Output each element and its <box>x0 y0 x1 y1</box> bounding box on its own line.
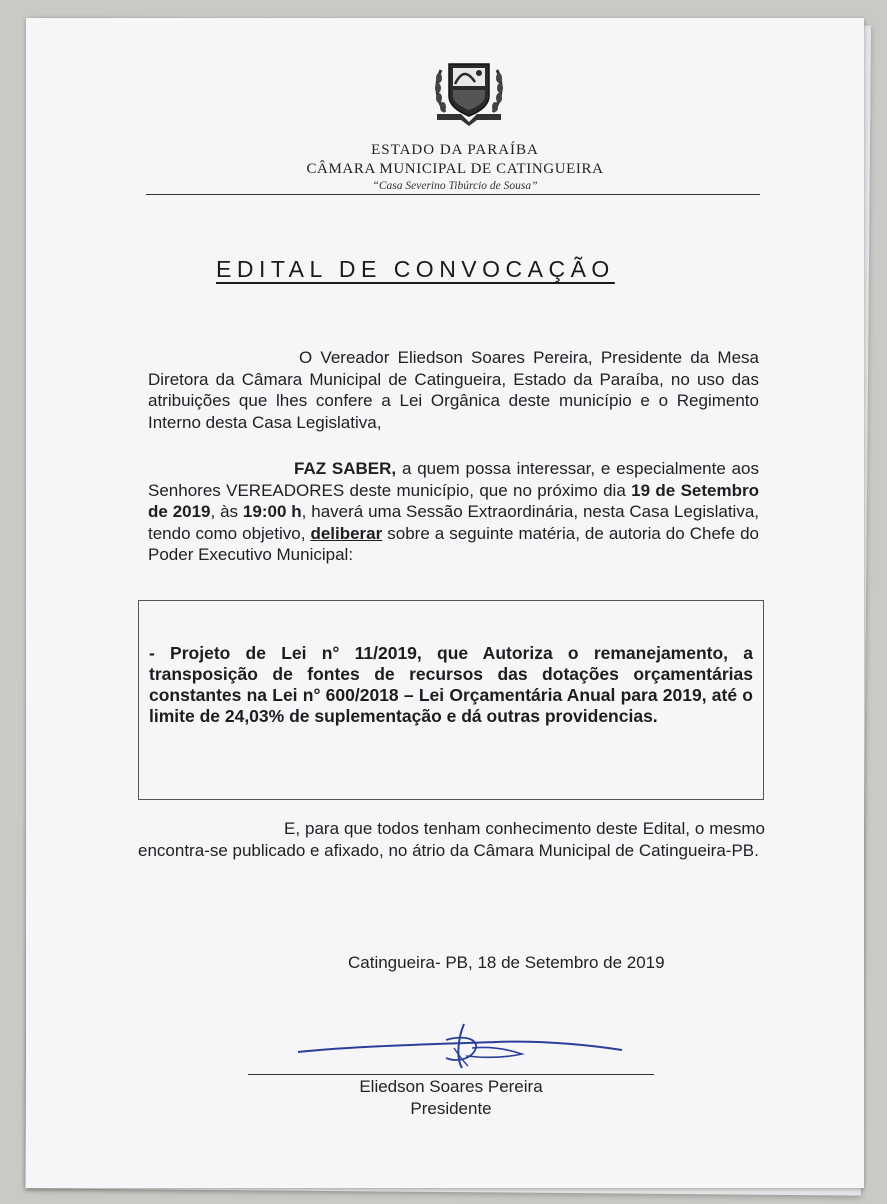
institution-header <box>26 142 884 192</box>
house-name: “Casa Severino Tibúrcio de Sousa” <box>372 180 538 192</box>
opening-paragraph: O Vereador Eliedson Soares Pereira, Presidente da Mesa Diretora da Câmara Municipal de Catingueira, Estado da Paraíba, no uso das atribuições que lhes confere a Lei Orgânica deste município e o Regimento Interno desta Casa Legislativa, <box>148 348 759 432</box>
announcement-text-1: a quem possa interessar, e especialmente aos Senhores VEREADORES deste município, que no próximo dia <box>148 459 759 500</box>
session-date: 19 de Setembro de 2019 <box>148 480 759 521</box>
closing-paragraph: E, para que todos tenham conhecimento deste Edital, o mesmo encontra-se publicado e afixado, no átrio da Câmara Municipal de Catingueira-PB. <box>138 819 765 860</box>
matter-box <box>138 600 764 800</box>
deliberate-verb: deliberar <box>310 523 383 543</box>
document-title: EDITAL DE CONVOCAÇÃO <box>216 256 615 282</box>
announcement-text-4: sobre a seguinte matéria, de autoria do Chefe do Poder Executivo Municipal: <box>148 523 759 564</box>
signatory-name: Eliedson Soares Pereira <box>359 1077 543 1096</box>
announcement-lead: FAZ SABER, <box>294 459 397 478</box>
chamber-name: CÂMARA MUNICIPAL DE CATINGUEIRA <box>306 161 604 177</box>
announcement-text-3: , haverá uma Sessão Extraordinária, nesta Casa Legislativa, tendo como objetivo, <box>148 502 760 543</box>
header-divider <box>146 194 760 195</box>
signature-line <box>248 1074 654 1075</box>
document-page <box>26 18 864 1188</box>
municipal-coat-of-arms-icon <box>431 56 507 128</box>
place-and-date: Catingueira- PB, 18 de Setembro de 2019 <box>348 953 665 972</box>
announcement-text-2: , às <box>210 502 243 521</box>
matter-text: - Projeto de Lei n° 11/2019, que Autoriza o remanejamento, a transposição de fontes de recursos das dotações orçamentárias constantes na Lei n° 600/2018 – Lei Orçamentária Anual para 2019, até o limite de 24,03% de suplementação e dá outras providencias. <box>149 643 753 726</box>
session-time: 19:00 h <box>242 502 302 521</box>
state-name: ESTADO DA PARAÍBA <box>371 142 539 158</box>
signatory-role: Presidente <box>410 1099 492 1118</box>
announcement-paragraph <box>148 458 759 566</box>
